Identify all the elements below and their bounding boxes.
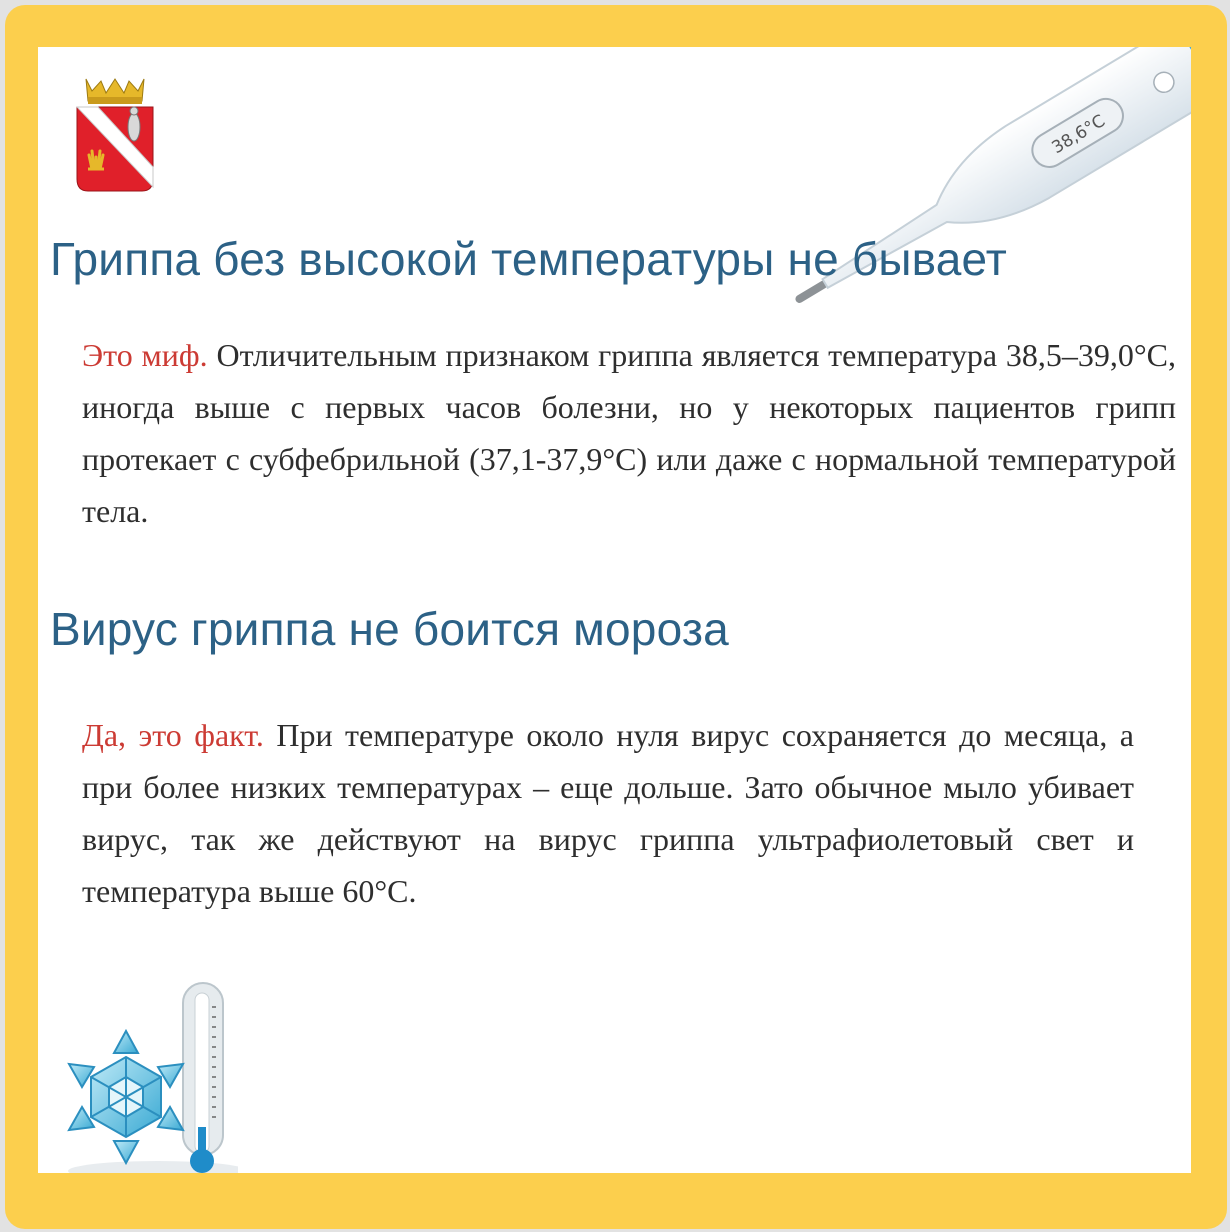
snowflake-icon: [69, 1031, 183, 1163]
section-title-frost: Вирус гриппа не боится мороза: [50, 603, 729, 655]
myth-label: Это миф.: [82, 337, 208, 373]
thermometer-reading: 38,6°С: [1048, 111, 1109, 159]
section-title-high-temperature: Гриппа без высокой температуры не бывает: [50, 233, 1008, 285]
thermometer-icon: [183, 983, 223, 1173]
snowflake-thermometer-icon: [48, 977, 238, 1173]
section-text-frost: [82, 709, 1134, 917]
myth-explanation: Отличительным признаком гриппа является температура 38,5–39,0°С, иногда выше с первых часов болезни, но у некоторых пациентов грипп протекает с субфебрильной (37,1-37,9°С) или даже с нормальной температурой тела.: [82, 337, 1177, 529]
fact-explanation: При температуре около нуля вирус сохраняется до месяца, а при более низких температурах – еще дольше. Зато обычное мыло убивает вирус, так же действуют на вирус гриппа ультрафиолетовый свет и температура выше 60°С.: [82, 717, 1135, 909]
content-card: [38, 47, 1191, 1173]
fact-label: Да, это факт.: [82, 717, 264, 753]
section-text-high-temperature: [82, 329, 1176, 537]
frame: [5, 5, 1227, 1229]
coat-of-arms-icon: [76, 77, 154, 193]
